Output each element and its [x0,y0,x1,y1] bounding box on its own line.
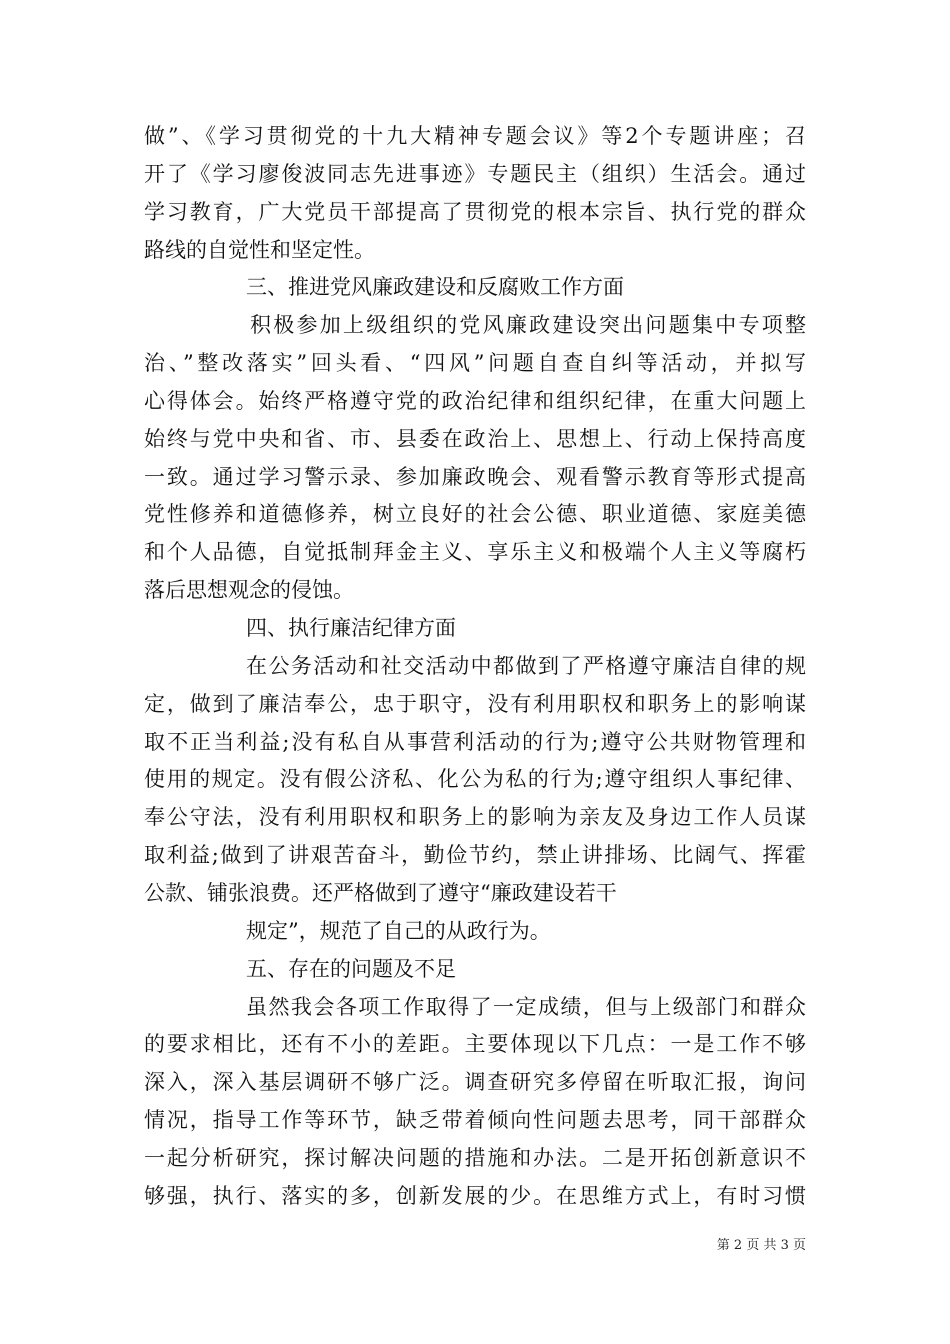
text-line-3: 学习教育，广大党员干部提高了贯彻党的根本宗旨、执行党的群众 [144,200,806,224]
text-line-15: 在公务活动和社交活动中都做到了严格遵守廉洁自律的规 [246,654,806,678]
section-heading-5: 五、存在的问题及不足 [246,957,456,981]
section-heading-4: 四、执行廉洁纪律方面 [246,616,456,640]
text-line-28: 一起分析研究，探讨解决问题的措施和办法。二是开拓创新意识不 [144,1146,806,1170]
text-line-10: 一致。通过学习警示录、参加廉政晚会、观看警示教育等形式提高 [144,465,806,489]
text-line-2: 开了《学习廖俊波同志先进事迹》专题民主（组织）生活会。通过 [144,162,806,186]
text-line-7: 治、”整改落实”回头看、“四风”问题自查自纠等活动，并拟写 [144,351,806,375]
text-line-4: 路线的自觉性和坚定性。 [144,238,375,262]
section-heading-3: 三、推进党风廉政建设和反腐败工作方面 [246,275,624,299]
text-line-17: 取不正当利益;没有私自从事营利活动的行为;遵守公共财物管理和 [144,730,806,754]
text-line-22: 规定”，规范了自己的从政行为。 [246,919,551,943]
text-line-8: 心得体会。始终严格遵守党的政治纪律和组织纪律，在重大问题上 [144,389,806,413]
text-line-27: 情况，指导工作等环节，缺乏带着倾向性问题去思考，同干部群众 [144,1108,806,1132]
text-line-11: 党性修养和道德修养，树立良好的社会公德、职业道德、家庭美德 [144,502,806,526]
text-line-18: 使用的规定。没有假公济私、化公为私的行为;遵守组织人事纪律、 [144,767,806,791]
text-line-12: 和个人品德，自觉抵制拜金主义、享乐主义和极端个人主义等腐朽 [144,540,806,564]
text-line-9: 始终与党中央和省、市、县委在政治上、思想上、行动上保持高度 [144,427,806,451]
text-line-29: 够强，执行、落实的多，创新发展的少。在思维方式上，有时习惯 [144,1184,806,1208]
text-line-6: 积极参加上级组织的党风廉政建设突出问题集中专项整 [250,313,806,337]
text-line-16: 定，做到了廉洁奉公，忠于职守，没有利用职权和职务上的影响谋 [144,692,806,716]
text-line-20: 取利益;做到了讲艰苦奋斗，勤俭节约，禁止讲排场、比阔气、挥霍 [144,843,806,867]
text-line-26: 深入，深入基层调研不够广泛。调查研究多停留在听取汇报，询问 [144,1070,806,1094]
text-line-24: 虽然我会各项工作取得了一定成绩，但与上级部门和群众 [246,995,806,1019]
text-line-13: 落后思想观念的侵蚀。 [144,578,354,602]
text-line-21: 公款、铺张浪费。还严格做到了遵守“廉政建设若干 [144,881,617,905]
text-line-1: 做”、《学习贯彻党的十九大精神专题会议》等2个专题讲座；召 [144,124,806,148]
text-line-19: 奉公守法，没有利用职权和职务上的影响为亲友及身边工作人员谋 [144,805,806,829]
text-line-25: 的要求相比，还有不小的差距。主要体现以下几点：一是工作不够 [144,1032,806,1056]
page-number-footer: 第 2 页 共 3 页 [716,1238,806,1253]
